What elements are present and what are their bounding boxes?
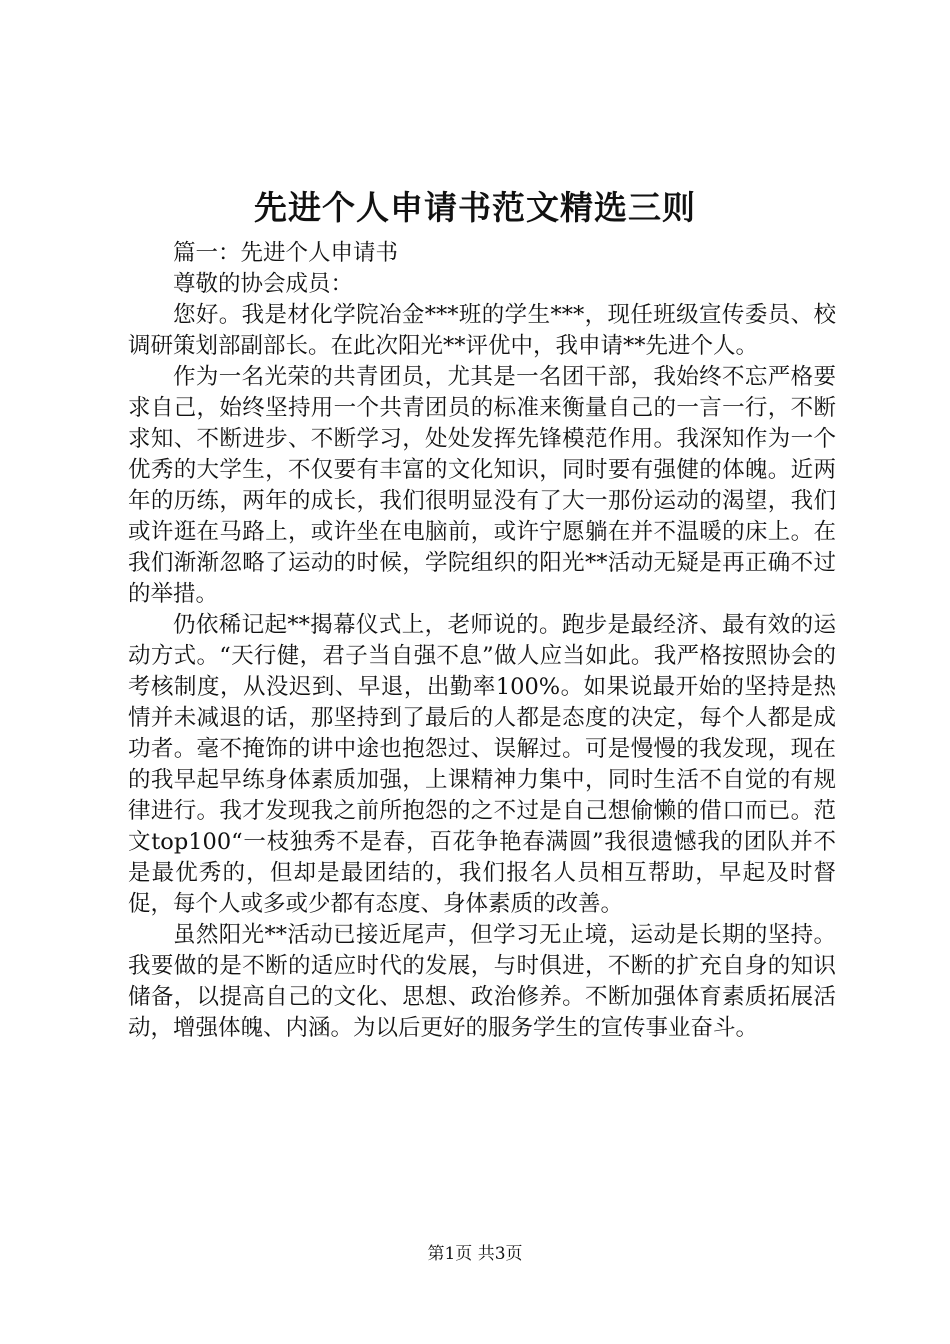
document-body — [128, 238, 836, 1044]
paragraph-self-discipline: 作为一名光荣的共青团员，尤其是一名团干部，我始终不忘严格要求自己，始终坚持用一个共青团员的标准来衡量自己的一言一行，不断求知、不断进步、不断学习，处处发挥先锋模范作用。我深知作为一个优秀的大学生，不仅要有丰富的文化知识，同时要有强健的体魄。近两年的历练，两年的成长，我们很明显没有了大一那份运动的渴望，我们或许逛在马路上，或许坐在电脑前，或许宁愿躺在并不温暖的床上。在我们渐渐忽略了运动的时候，学院组织的阳光**活动无疑是再正确不过的举措。 — [128, 364, 836, 607]
salutation: 尊敬的协会成员： — [173, 271, 354, 297]
paragraph-greeting: 您好。我是材化学院冶金***班的学生***，现任班级宣传委员、校调研策划部副部长。在此次阳光**评优中，我申请**先进个人。 — [128, 302, 836, 359]
document-title: 先进个人申请书范文精选三则 — [254, 188, 696, 227]
paragraph-persistence: 仍依稀记起**揭幕仪式上，老师说的。跑步是最经济、最有效的运动方式。“天行健，君子当自强不息”做人应当如此。我严格按照协会的考核制度，从没迟到、早退，出勤率100%。如果说最开始的坚持是热情并未减退的话，那坚持到了最后的人都是态度的决定，每个人都是成功者。毫不掩饰的讲中途也抱怨过、误解过。可是慢慢的我发现，现在的我早起早练身体素质加强，上课精神力集中，同时生活不自觉的有规律进行。我才发现我之前所抱怨的之不过是自己想偷懒的借口而已。范文top100“一枝独秀不是春，百花争艳春满圆”我很遗憾我的团队并不是最优秀的，但却是最团结的，我们报名人员相互帮助，早起及时督促，每个人或多或少都有态度、身体素质的改善。 — [128, 612, 836, 917]
page-footer: 第1页 共3页 — [427, 1244, 523, 1264]
paragraph-conclusion: 虽然阳光**活动已接近尾声，但学习无止境，运动是长期的坚持。我要做的是不断的适应时代的发展，与时俱进，不断的扩充自身的知识储备，以提高自己的文化、思想、政治修养。不断加强体育素质拓展活动，增强体魄、内涵。为以后更好的服务学生的宣传事业奋斗。 — [128, 922, 836, 1041]
section-heading: 篇一：先进个人申请书 — [173, 240, 399, 266]
